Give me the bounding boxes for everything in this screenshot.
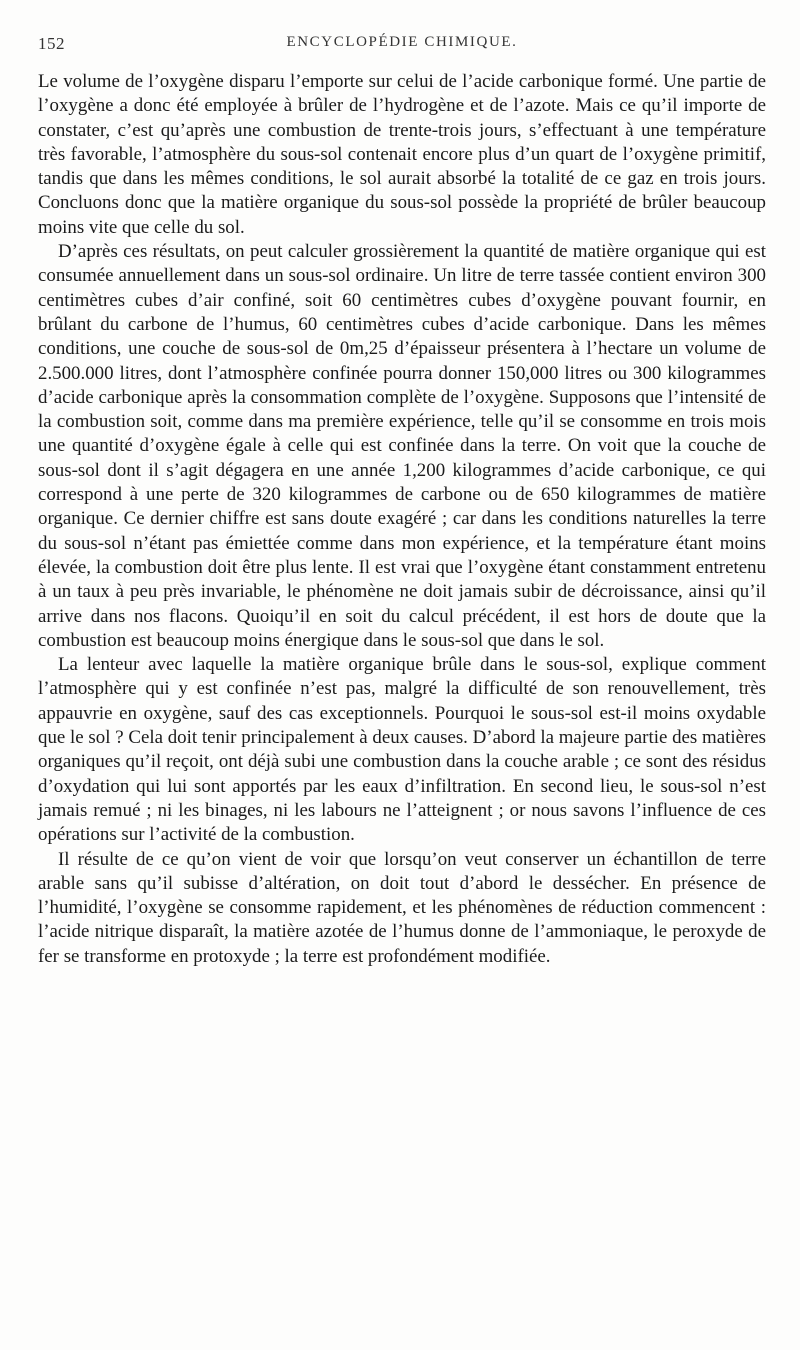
page-header [38,34,766,58]
paragraph-2: D’après ces résultats, on peut calculer grossièrement la quantité de matière organique qui est consumée annuellement dans un sous-sol ordinaire. Un litre de terre tassée contient environ 300 centimètres cubes d’air confiné, soit 60 centimètres cubes d’oxygène pouvant fournir, en brûlant du carbone de l’humus, 60 centimètres cubes d’acide carbonique. Dans les mêmes conditions, une couche de sous-sol de 0m,25 d’épaisseur présentera à l’hectare un volume de 2.500.000 litres, dont l’atmosphère confinée pourra donner 150,000 litres ou 300 kilogrammes d’acide carbonique après la consommation complète de l’oxygène. Supposons que l’intensité de la combustion soit, comme dans ma première expérience, telle qu’il se consomme en trois mois une quantité d’oxygène égale à celle qui est confinée dans la terre. On voit que la couche de sous-sol dont il s’agit dégagera en une année 1,200 kilogrammes d’acide carbonique, ce qui correspond à une perte de 320 kilogrammes de carbone ou de 650 kilogrammes de matière organique. Ce dernier chiffre est sans doute exagéré ; car dans les conditions naturelles la terre du sous-sol n’étant pas émiettée comme dans mon expérience, et la température étant moins élevée, la combustion doit être plus lente. Il est vrai que l’oxygène étant constamment entretenu à un taux à peu près invariable, le phénomène ne doit jamais subir de décroissance, ainsi qu’il arrive dans nos flacons. Quoiqu’il en soit du calcul précédent, il est hors de doute que la combustion est beaucoup moins énergique dans le sous-sol que dans le sol. [38,241,766,651]
body-text [38,70,766,969]
running-title: ENCYCLOPÉDIE CHIMIQUE. [286,34,518,50]
paragraph-3: La lenteur avec laquelle la matière organique brûle dans le sous-sol, explique comment l’atmosphère qui y est confinée n’est pas, malgré la difficulté de son renouvellement, très appauvrie en oxygène, sauf des cas exceptionnels. Pourquoi le sous-sol est-il moins oxydable que le sol ? Cela doit tenir principalement à deux causes. D’abord la majeure partie des matières organiques qu’il reçoit, ont déjà subi une combustion dans la couche arable ; ce sont des résidus d’oxydation qui lui sont apportés par les eaux d’infiltration. En second lieu, le sous-sol n’est jamais remué ; ni les binages, ni les labours ne l’atteignent ; or nous savons l’influence de ces opérations sur l’activité de la combustion. [38,654,766,846]
paragraph-1: Le volume de l’oxygène disparu l’emporte sur celui de l’acide carbonique formé. Une partie de l’oxygène a donc été employée à brûler de l’hydrogène et de l’azote. Mais ce qu’il importe de constater, c’est qu’après une combustion de trente-trois jours, s’effectuant à une température très favorable, l’atmosphère du sous-sol contenait encore plus d’un quart de l’oxygène primitif, tandis que dans les mêmes conditions, le sol aurait absorbé la totalité de ce gaz en trois jours. Concluons donc que la matière organique du sous-sol possède la propriété de brûler beaucoup moins vite que celle du sol. [38,71,766,238]
paragraph-4: Il résulte de ce qu’on vient de voir que lorsqu’on veut conserver un échantillon de terre arable sans qu’il subisse d’altération, on doit tout d’abord le dessécher. En présence de l’humidité, l’oxygène se consomme rapidement, et les phénomènes de réduction commencent : l’acide nitrique disparaît, la matière azotée de l’humus donne de l’ammoniaque, le peroxyde de fer se transforme en protoxyde ; la terre est profondément modifiée. [38,848,766,967]
page-number: 152 [38,34,65,53]
